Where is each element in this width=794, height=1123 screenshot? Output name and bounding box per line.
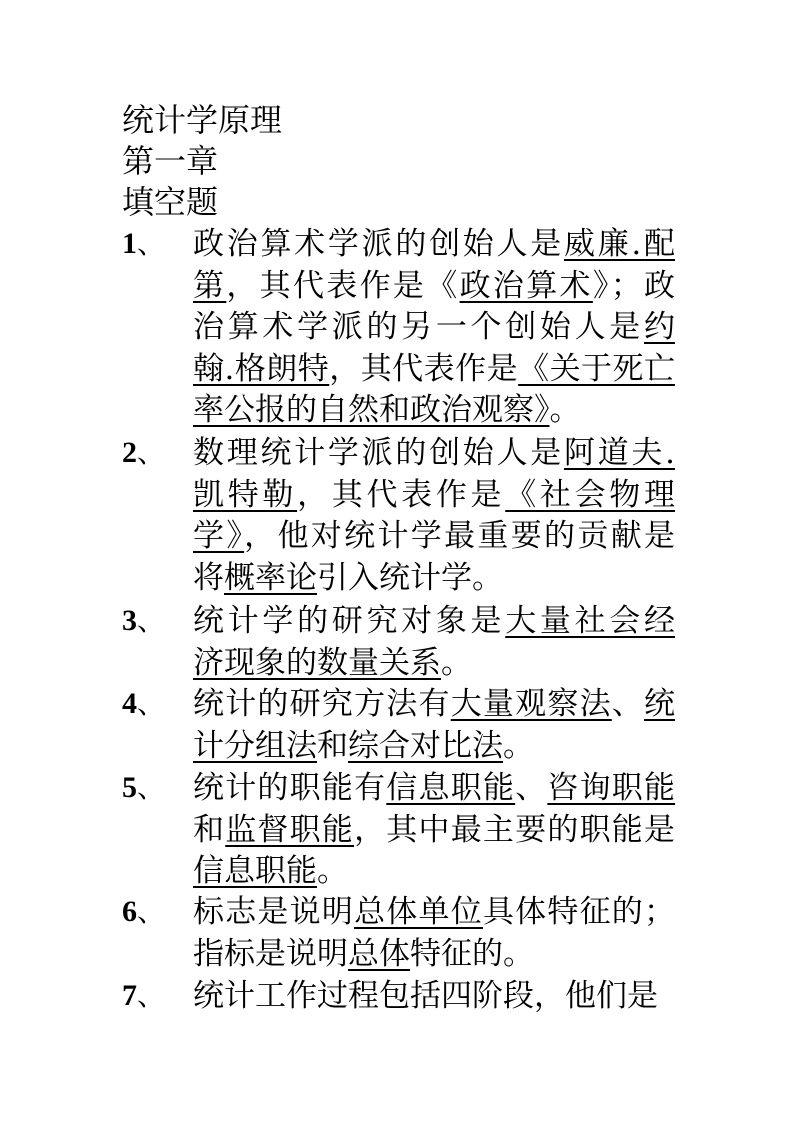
question-text-line	[193, 601, 675, 641]
answer-blank-text: 信息职能	[193, 853, 317, 889]
question-text: 统计的职能有	[193, 770, 387, 806]
question-text: 标志是说明	[193, 894, 355, 930]
question-text-line	[193, 892, 675, 932]
answer-blank-text: 总体单位	[354, 894, 483, 930]
question-text-line	[193, 768, 675, 808]
question-text: 将	[193, 559, 224, 596]
question-text-line	[193, 516, 675, 556]
question-number-separator: 、	[137, 687, 166, 720]
question-text: 、	[611, 686, 645, 722]
question-text: 、	[515, 770, 548, 806]
question-number-digit: 1	[122, 227, 137, 260]
question-text: 引入统计学。	[317, 559, 503, 596]
question-text: 具体特征的；	[482, 894, 676, 930]
answer-blank-text: 大量观察法	[450, 686, 612, 722]
question-text-line	[193, 810, 675, 850]
question-number-separator: 、	[137, 895, 166, 928]
question-text: 统计工作过程包括四阶段，他们是	[193, 978, 658, 1014]
question-number	[122, 224, 165, 264]
chapter-heading: 第一章	[122, 142, 219, 180]
answer-blank-text: 济现象的数量关系	[193, 644, 441, 681]
question-number	[122, 976, 165, 1016]
question-text: 。	[503, 727, 534, 764]
question-text: 。	[549, 392, 581, 428]
question-text: 》；政	[592, 267, 676, 304]
question-text: 特征的。	[410, 935, 534, 972]
question-text-line	[193, 475, 675, 515]
document-title: 统计学原理	[122, 101, 283, 139]
question-text-line	[193, 433, 675, 473]
question-text-line	[193, 390, 675, 430]
question-text-line	[193, 934, 675, 974]
question-number-separator: 、	[137, 227, 166, 260]
question-number-separator: 、	[137, 436, 166, 469]
answer-blank-text: 监督职能	[225, 811, 355, 848]
question-number	[122, 433, 165, 473]
question-text: 和	[193, 811, 226, 848]
question-text-line	[193, 349, 675, 389]
question-text-line	[193, 851, 675, 891]
question-number-separator: 、	[137, 979, 166, 1012]
answer-blank-text: 学》	[193, 518, 245, 554]
question-text-line	[193, 684, 675, 724]
answer-blank-text: 翰.格朗特	[193, 350, 330, 387]
question-text: 和	[317, 727, 348, 764]
question-number	[122, 684, 165, 724]
question-text: 数理统计学派的创始人是	[193, 435, 564, 471]
section-heading: 填空题	[122, 183, 219, 221]
answer-blank-text: 威廉.配	[563, 226, 675, 262]
question-text: 统计学的研究对象是	[193, 603, 506, 639]
answer-blank-text: 《关于死亡	[518, 350, 675, 387]
question-text: 统计的研究方法有	[193, 686, 451, 722]
answer-blank-text: 率公报的自然和政治观察》	[193, 392, 550, 428]
answer-blank-text: 阿道夫.	[563, 435, 675, 471]
question-text-line	[193, 558, 675, 598]
question-number-digit: 7	[122, 979, 137, 1012]
question-number-digit: 4	[122, 687, 137, 720]
answer-blank-text: 计分组法	[193, 727, 317, 764]
question-number	[122, 601, 165, 641]
answer-blank-text: 信息职能	[386, 770, 516, 806]
answer-blank-text: 综合对比法	[348, 727, 503, 764]
question-text: ，他对统计学最重要的贡献是	[244, 518, 676, 554]
question-text-line	[193, 726, 675, 766]
answer-blank-text: 约	[644, 309, 675, 345]
question-text: ，其代表作是	[329, 350, 519, 387]
question-number-digit: 6	[122, 895, 137, 928]
question-number-separator: 、	[137, 771, 166, 804]
question-text: ，其中最主要的职能是	[354, 811, 676, 848]
question-text-line	[193, 307, 675, 347]
question-number-digit: 5	[122, 771, 137, 804]
answer-blank-text: 第	[193, 267, 227, 304]
answer-blank-text: 凯特勒	[193, 476, 298, 513]
question-number-digit: 3	[122, 604, 137, 637]
answer-blank-text: 总体	[348, 935, 410, 972]
question-text: ，其代表作是	[297, 476, 506, 513]
answer-blank-text: 咨询职能	[547, 770, 676, 806]
question-text-line	[193, 224, 675, 264]
question-text: 。	[317, 853, 348, 889]
question-number	[122, 892, 165, 932]
question-text-line	[193, 976, 675, 1016]
question-text: 治算术学派的另一个创始人是	[193, 309, 644, 345]
answer-blank-text: 统	[644, 686, 676, 722]
answer-blank-text: 概率论	[224, 559, 317, 596]
question-text: 政治算术学派的创始人是	[193, 226, 564, 262]
question-number	[122, 768, 165, 808]
question-number-separator: 、	[137, 604, 166, 637]
question-text: ，其代表作是《	[226, 267, 460, 304]
question-text-line	[193, 643, 675, 683]
answer-blank-text: 政治算术	[459, 267, 593, 304]
question-text: 指标是说明	[193, 935, 348, 972]
question-text-line	[193, 266, 675, 306]
answer-blank-text: 大量社会经	[505, 603, 676, 639]
question-number-digit: 2	[122, 436, 137, 469]
answer-blank-text: 《社会物理	[505, 476, 676, 513]
question-text: 。	[441, 644, 472, 681]
